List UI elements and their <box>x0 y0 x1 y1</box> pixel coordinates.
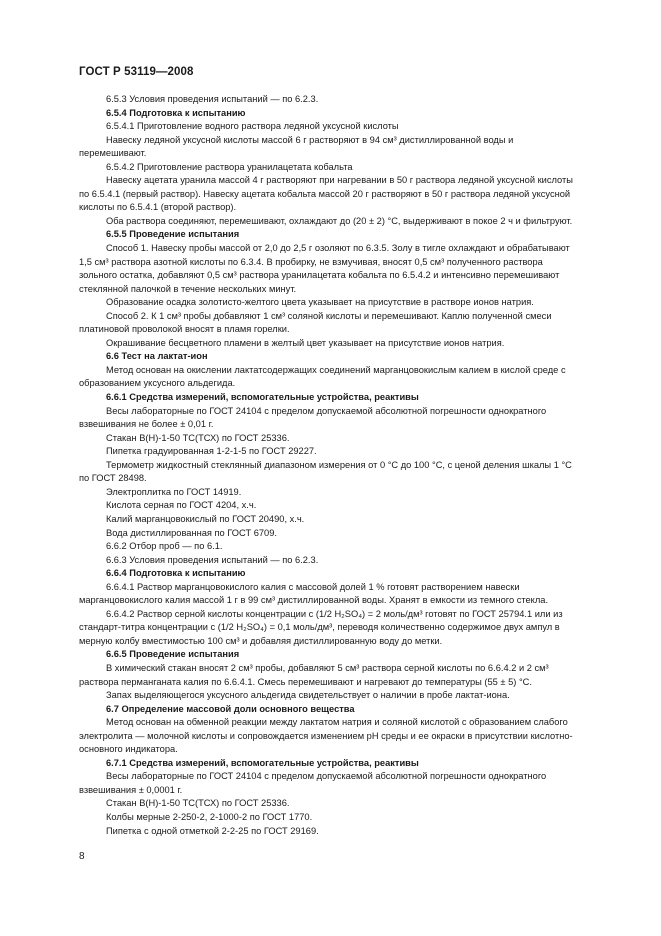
paragraph: Стакан В(Н)-1-50 ТС(ТСХ) по ГОСТ 25336. <box>106 798 290 809</box>
section-heading: 6.7.1 Средства измерений, вспомогательные устройства, реактивы <box>106 757 419 768</box>
paragraph: Метод основан на обменной реакции между лактатом натрия и соляной кислотой с образованием слабого электролита — молочной кислоты и сопровождается изменением pH среды и ее окраски в присутствии кислотно-основного индикатора. <box>79 717 573 755</box>
paragraph: Калий марганцовокислый по ГОСТ 20490, х.ч. <box>106 513 305 524</box>
document-header: ГОСТ Р 53119—2008 <box>79 66 194 78</box>
page-number: 8 <box>79 851 85 862</box>
paragraph: Оба раствора соединяют, перемешивают, охлаждают до (20 ± 2) °С, выдерживают в покое 2 ч и фильтруют. <box>106 215 573 226</box>
section-heading: 6.6.4 Подготовка к испытанию <box>106 568 246 579</box>
paragraph: 6.6.4.2 Раствор серной кислоты концентрации с (1/2 H₂SO₄) = 2 моль/дм³ готовят по ГОСТ 25794.1 или из стандарт-титра концентрации с (1/2 H₂SO₄) = 0,1 моль/дм³, переводя количественно содержимое двух ампул в мерную колбу вместимостью 100 см³ и добавляя дистиллированную воду до метки. <box>79 608 563 646</box>
paragraph: Навеску ледяной уксусной кислоты массой 6 г растворяют в 94 см³ дистиллированной воды и перемешивают. <box>79 134 514 159</box>
section-heading: 6.6.1 Средства измерений, вспомогательные устройства, реактивы <box>106 392 419 403</box>
section-heading: 6.5.5 Проведение испытания <box>106 229 240 240</box>
paragraph: Весы лабораторные по ГОСТ 24104 с пределом допускаемой абсолютной погрешности однократного взвешивания не более ± 0,01 г. <box>79 405 547 430</box>
paragraph: 6.5.3 Условия проведения испытаний — по 6.2.3. <box>106 94 319 104</box>
paragraph: Способ 1. Навеску пробы массой от 2,0 до 2,5 г озоляют по 6.3.5. Золу в тигле охлаждают и обрабатывают 1,5 см³ раствора азотной кислоты по 6.3.4. В пробирку, не взмучивая, вносят 0,5 см³ полученного раствора зольного остатка, добавляют 0,5 см³ раствора уранилацетата кобальта по 6.5.4.2 и интенсивно перемешивают стеклянной палочкой в течение нескольких минут. <box>79 243 570 294</box>
paragraph: Образование осадка золотисто-желтого цвета указывает на присутствие в растворе ионов натрия. <box>106 297 534 308</box>
paragraph: 6.5.4.2 Приготовление раствора уранилацетата кобальта <box>106 161 353 172</box>
paragraph: Весы лабораторные по ГОСТ 24104 с пределом допускаемой абсолютной погрешности однократного взвешивания ± 0,0001 г. <box>79 771 547 795</box>
paragraph: Пипетка с одной отметкой 2-2-25 по ГОСТ 29169. <box>106 825 319 836</box>
section-heading: 6.6.5 Проведение испытания <box>106 649 240 660</box>
paragraph: Кислота серная по ГОСТ 4204, х.ч. <box>106 500 257 511</box>
paragraph: 6.6.3 Условия проведения испытаний — по 6.2.3. <box>106 554 319 565</box>
paragraph: Стакан В(Н)-1-50 ТС(ТСХ) по ГОСТ 25336. <box>106 432 290 443</box>
paragraph: Запах выделяющегося уксусного альдегида свидетельствует о наличии в пробе лактат-иона. <box>106 690 510 701</box>
paragraph: В химический стакан вносят 2 см³ пробы, добавляют 5 см³ раствора серной кислоты по 6.6.4.2 и 2 см³ раствора перманганата калия по 6.6.4.1. Смесь перемешивают и нагревают до температуры (55 ± 5) °С. <box>79 662 549 687</box>
section-heading: 6.6 Тест на лактат-ион <box>106 351 208 362</box>
paragraph: Термометр жидкостный стеклянный диапазоном измерения от 0 °С до 100 °С, с ценой деления шкалы 1 °С по ГОСТ 28498. <box>79 459 572 484</box>
paragraph: Метод основан на окислении лактатсодержащих соединений марганцовокислым калием в кислой среде с образованием уксусного альдегида. <box>79 364 566 389</box>
paragraph: Вода дистиллированная по ГОСТ 6709. <box>106 527 277 538</box>
section-heading: 6.7 Определение массовой доли основного вещества <box>106 703 355 714</box>
paragraph: Навеску ацетата уранила массой 4 г растворяют при нагревании в 50 г раствора ледяной уксусной кислоты по 6.5.4.1 (первый раствор). Навеску ацетата кобальта массой 20 г растворяют в 50 г раствора ледяной уксусной кислоты по 6.5.4.1 (второй раствор). <box>79 175 573 213</box>
paragraph: Пипетка градуированная 1-2-1-5 по ГОСТ 29227. <box>106 446 317 457</box>
paragraph: Электроплитка по ГОСТ 14919. <box>106 486 242 497</box>
section-heading: 6.5.4 Подготовка к испытанию <box>106 107 246 118</box>
paragraph: 6.5.4.1 Приготовление водного раствора ледяной уксусной кислоты <box>106 121 399 132</box>
document-body <box>79 93 582 838</box>
paragraph: Способ 2. К 1 см³ пробы добавляют 1 см³ соляной кислоты и перемешивают. Каплю полученной смеси платиновой проволокой вносят в пламя горелки. <box>79 310 552 335</box>
paragraph: Колбы мерные 2-250-2, 2-1000-2 по ГОСТ 1770. <box>106 811 313 822</box>
paragraph: Окрашивание бесцветного пламени в желтый цвет указывает на присутствие ионов натрия. <box>106 337 505 348</box>
paragraph: 6.6.4.1 Раствор марганцовокислого калия с массовой долей 1 % готовят растворением навески марганцовокислого калия массой 1 г в 99 см³ дистиллированной воды. Хранят в емкости из темного стекла. <box>79 581 549 606</box>
paragraph: 6.6.2 Отбор проб — по 6.1. <box>106 541 223 552</box>
